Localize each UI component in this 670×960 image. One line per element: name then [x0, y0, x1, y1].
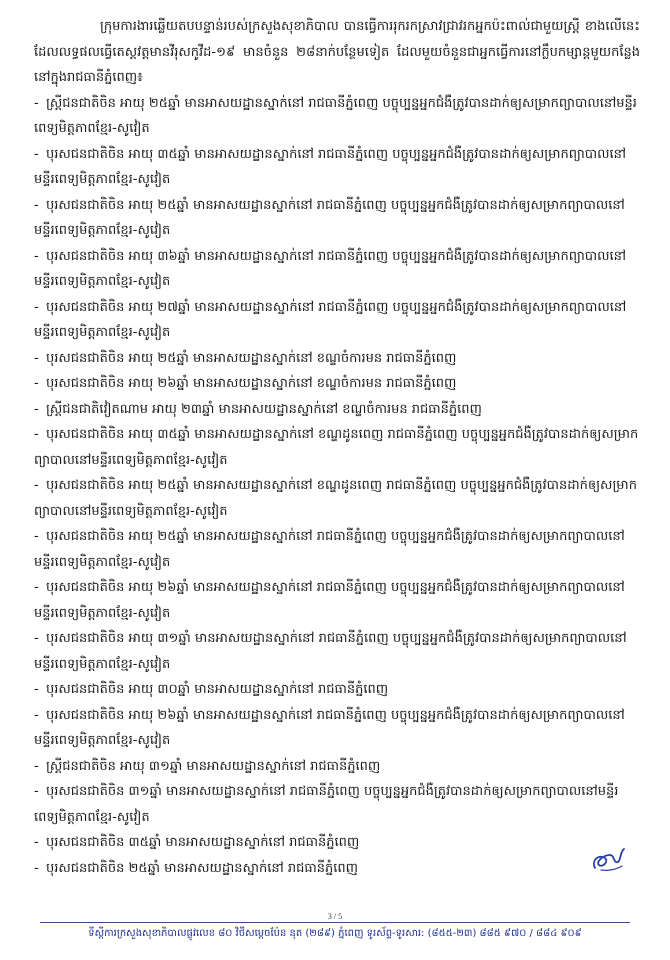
case-entry: - បុរសជនជាតិចិន អាយុ ២៥ឆ្នាំ មានអាសយដ្ឋានស្នាក់នៅ រាជធានីភ្នំពេញ បច្ចុប្បន្នអ្នកជំងឺត្រូវបានដាក់ឲ្យសម្រាកព្យាបាលនៅមន្ទីរពេទ្យមិត្តភាពខ្មែរ-សូវៀត — [34, 529, 625, 570]
case-entry: - បុរសជនជាតិចិន អាយុ ៣៥ឆ្នាំ មានអាសយដ្ឋានស្នាក់នៅ ខណ្ឌដូនពេញ រាជធានីភ្នំពេញ បច្ចុប្បន្នអ្នកជំងឺត្រូវបានដាក់ឲ្យសម្រាកព្យាបាលនៅមន្ទីរពេទ្យមិត្តភាពខ្មែរ-សូវៀត — [34, 427, 639, 468]
case-entry-text: ស្ត្រីជនជាតិវៀតណាម អាយុ ២៣ឆ្នាំ មានអាសយដ្ឋានស្នាក់នៅ ខណ្ឌចំការមន រាជធានីភ្នំពេញ — [46, 401, 482, 417]
case-entry-text: បុរសជនជាតិចិន អាយុ ៣៦ឆ្នាំ មានអាសយដ្ឋានស្នាក់នៅ រាជធានីភ្នំពេញ បច្ចុប្បន្នអ្នកជំងឺត្រូវបានដាក់ឲ្យសម្រាកព្យាបាលនៅមន្ទីរពេទ្យមិត្តភាពខ្មែរ-សូវៀត — [34, 248, 627, 289]
case-entry-text: បុរសជនជាតិចិន អាយុ ២៥ឆ្នាំ មានអាសយដ្ឋានស្នាក់នៅ រាជធានីភ្នំពេញ បច្ចុប្បន្នអ្នកជំងឺត្រូវបានដាក់ឲ្យសម្រាកព្យាបាលនៅមន្ទីរពេទ្យមិត្តភាពខ្មែរ-សូវៀត — [34, 197, 625, 238]
signature-mark — [589, 846, 627, 876]
document-body — [34, 14, 640, 881]
case-entry: - បុរសជនជាតិចិន អាយុ ២៦ឆ្នាំ មានអាសយដ្ឋានស្នាក់នៅ ខណ្ឌចំការមន រាជធានីភ្នំពេញ — [34, 376, 457, 391]
footer-address: ទីស្តីការក្រសួងសុខាភិបាលផ្លូវលេខ ៨០ វិថីសម្តេចប៉ែន នុត (២៨៩) ភ្នំពេញ ទូរស័ព្ទ-ទូរសារ: (៨៥៥-២៣) ៨៨៥ ៩៧០ / ៨៨៤ ៩០៩ — [88, 928, 582, 939]
case-entry-text: បុរសជនជាតិចិន អាយុ ៣៥ឆ្នាំ មានអាសយដ្ឋានស្នាក់នៅ ខណ្ឌដូនពេញ រាជធានីភ្នំពេញ បច្ចុប្បន្នអ្នកជំងឺត្រូវបានដាក់ឲ្យសម្រាកព្យាបាលនៅមន្ទីរពេទ្យមិត្តភាពខ្មែរ-សូវៀត — [34, 427, 639, 468]
case-entry: - បុរសជនជាតិចិន អាយុ ៣០ឆ្នាំ មានអាសយដ្ឋានស្នាក់នៅ រាជធានីភ្នំពេញ — [34, 682, 389, 697]
case-entry-text: បុរសជនជាតិចិន អាយុ ៣៥ឆ្នាំ មានអាសយដ្ឋានស្នាក់នៅ រាជធានីភ្នំពេញ បច្ចុប្បន្នអ្នកជំងឺត្រូវបានដាក់ឲ្យសម្រាកព្យាបាលនៅមន្ទីរពេទ្យមិត្តភាពខ្មែរ-សូវៀត — [34, 146, 627, 187]
case-entry-text: បុរសជនជាតិចិន អាយុ ២៥ឆ្នាំ មានអាសយដ្ឋានស្នាក់នៅ ខណ្ឌចំការមន រាជធានីភ្នំពេញ — [46, 350, 457, 366]
case-list — [34, 91, 640, 882]
intro-paragraph: ក្រុមការងារឆ្លើយតបបន្ទាន់របស់ក្រសួងសុខាភិបាល បានធ្វើការរុករកស្រាវជ្រាវរកអ្នកប៉ះពាល់ជាមួយស្ត្រី ខាងលើនេះ ដែលលទ្ធផលធ្វើតេស្តវត្តមានវីរុសកូវីដ-១៩ មានចំនួន ២៨នាក់បន្ថែមទៀត ដែលមួយចំនួនជាអ្នកធ្វើការនៅក្លឹបកម្សាន្តមួយកន្លែងនៅក្នុងរាជធានីភ្នំពេញ៖ — [34, 19, 640, 85]
case-entry: - បុរសជនជាតិចិន ៣៥ឆ្នាំ មានអាសយដ្ឋានស្នាក់នៅ រាជធានីភ្នំពេញ — [34, 835, 360, 850]
case-entry: - បុរសជនជាតិចិន អាយុ ២៥ឆ្នាំ មានអាសយដ្ឋានស្នាក់នៅ រាជធានីភ្នំពេញ បច្ចុប្បន្នអ្នកជំងឺត្រូវបានដាក់ឲ្យសម្រាកព្យាបាលនៅមន្ទីរពេទ្យមិត្តភាពខ្មែរ-សូវៀត — [34, 197, 625, 238]
case-entry-text: បុរសជនជាតិចិន អាយុ ៣១ឆ្នាំ មានអាសយដ្ឋានស្នាក់នៅ រាជធានីភ្នំពេញ បច្ចុប្បន្នអ្នកជំងឺត្រូវបានដាក់ឲ្យសម្រាកព្យាបាលនៅមន្ទីរពេទ្យមិត្តភាពខ្មែរ-សូវៀត — [34, 631, 627, 672]
case-entry: - បុរសជនជាតិចិន អាយុ ៣៥ឆ្នាំ មានអាសយដ្ឋានស្នាក់នៅ រាជធានីភ្នំពេញ បច្ចុប្បន្នអ្នកជំងឺត្រូវបានដាក់ឲ្យសម្រាកព្យាបាលនៅមន្ទីរពេទ្យមិត្តភាពខ្មែរ-សូវៀត — [34, 146, 627, 187]
case-entry-text: បុរសជនជាតិចិន អាយុ ៣០ឆ្នាំ មានអាសយដ្ឋានស្នាក់នៅ រាជធានីភ្នំពេញ — [46, 682, 389, 697]
case-entry-text: បុរសជនជាតិចិន អាយុ ២៦ឆ្នាំ មានអាសយដ្ឋានស្នាក់នៅ ខណ្ឌចំការមន រាជធានីភ្នំពេញ — [46, 376, 457, 391]
case-entry: - បុរសជនជាតិចិន អាយុ ២៧ឆ្នាំ មានអាសយដ្ឋានស្នាក់នៅ រាជធានីភ្នំពេញ បច្ចុប្បន្នអ្នកជំងឺត្រូវបានដាក់ឲ្យសម្រាកព្យាបាលនៅមន្ទីរពេទ្យមិត្តភាពខ្មែរ-សូវៀត — [34, 299, 627, 340]
case-entry-text: បុរសជនជាតិចិន អាយុ ២៥ឆ្នាំ មានអាសយដ្ឋានស្នាក់នៅ រាជធានីភ្នំពេញ បច្ចុប្បន្នអ្នកជំងឺត្រូវបានដាក់ឲ្យសម្រាកព្យាបាលនៅមន្ទីរពេទ្យមិត្តភាពខ្មែរ-សូវៀត — [34, 529, 625, 570]
case-entry: - បុរសជនជាតិចិន អាយុ ២៦ឆ្នាំ មានអាសយដ្ឋានស្នាក់នៅ រាជធានីភ្នំពេញ បច្ចុប្បន្នអ្នកជំងឺត្រូវបានដាក់ឲ្យសម្រាកព្យាបាលនៅមន្ទីរពេទ្យមិត្តភាពខ្មែរ-សូវៀត — [34, 707, 625, 748]
case-entry: - បុរសជនជាតិចិន ២៥ឆ្នាំ មានអាសយដ្ឋានស្នាក់នៅ រាជធានីភ្នំពេញ — [34, 860, 359, 876]
case-entry: - បុរសជនជាតិចិន អាយុ ២៥ឆ្នាំ មានអាសយដ្ឋានស្នាក់នៅ ខណ្ឌចំការមន រាជធានីភ្នំពេញ — [34, 350, 457, 366]
case-entry-text: ស្ត្រីជនជាតិចិន អាយុ ៣១ឆ្នាំ មានអាសយដ្ឋានស្នាក់នៅ រាជធានីភ្នំពេញ — [46, 758, 381, 774]
case-entry-text: បុរសជនជាតិចិន ៣៥ឆ្នាំ មានអាសយដ្ឋានស្នាក់នៅ រាជធានីភ្នំពេញ — [46, 835, 360, 850]
case-entry-text: បុរសជនជាតិចិន អាយុ ២៧ឆ្នាំ មានអាសយដ្ឋានស្នាក់នៅ រាជធានីភ្នំពេញ បច្ចុប្បន្នអ្នកជំងឺត្រូវបានដាក់ឲ្យសម្រាកព្យាបាលនៅមន្ទីរពេទ្យមិត្តភាពខ្មែរ-សូវៀត — [34, 299, 627, 340]
case-entry-text: បុរសជនជាតិចិន ៣១ឆ្នាំ មានអាសយដ្ឋានស្នាក់នៅ រាជធានីភ្នំពេញ បច្ចុប្បន្នអ្នកជំងឺត្រូវបានដាក់ឲ្យសម្រាកព្យាបាលនៅមន្ទីរពេទ្យមិត្តភាពខ្មែរ-សូវៀត — [34, 784, 619, 825]
case-entry: - ស្ត្រីជនជាតិវៀតណាម អាយុ ២៣ឆ្នាំ មានអាសយដ្ឋានស្នាក់នៅ ខណ្ឌចំការមន រាជធានីភ្នំពេញ — [34, 401, 482, 417]
case-entry-text: បុរសជនជាតិចិន អាយុ ២៦ឆ្នាំ មានអាសយដ្ឋានស្នាក់នៅ រាជធានីភ្នំពេញ បច្ចុប្បន្នអ្នកជំងឺត្រូវបានដាក់ឲ្យសម្រាកព្យាបាលនៅមន្ទីរពេទ្យមិត្តភាពខ្មែរ-សូវៀត — [34, 580, 625, 621]
case-entry-text: ស្ត្រីជនជាតិចិន អាយុ ២៥ឆ្នាំ មានអាសយដ្ឋានស្នាក់នៅ រាជធានីភ្នំពេញ បច្ចុប្បន្នអ្នកជំងឺត្រូវបានដាក់ឲ្យសម្រាកព្យាបាលនៅមន្ទីរពេទ្យមិត្តភាពខ្មែរ-សូវៀត — [34, 95, 637, 136]
case-entry: - បុរសជនជាតិចិន អាយុ ៣៦ឆ្នាំ មានអាសយដ្ឋានស្នាក់នៅ រាជធានីភ្នំពេញ បច្ចុប្បន្នអ្នកជំងឺត្រូវបានដាក់ឲ្យសម្រាកព្យាបាលនៅមន្ទីរពេទ្យមិត្តភាពខ្មែរ-សូវៀត — [34, 248, 627, 289]
case-entry-text: បុរសជនជាតិចិន ២៥ឆ្នាំ មានអាសយដ្ឋានស្នាក់នៅ រាជធានីភ្នំពេញ — [46, 860, 359, 876]
case-entry-text: បុរសជនជាតិចិន អាយុ ២៦ឆ្នាំ មានអាសយដ្ឋានស្នាក់នៅ រាជធានីភ្នំពេញ បច្ចុប្បន្នអ្នកជំងឺត្រូវបានដាក់ឲ្យសម្រាកព្យាបាលនៅមន្ទីរពេទ្យមិត្តភាពខ្មែរ-សូវៀត — [34, 707, 625, 748]
case-entry: - ស្ត្រីជនជាតិចិន អាយុ ៣១ឆ្នាំ មានអាសយដ្ឋានស្នាក់នៅ រាជធានីភ្នំពេញ — [34, 758, 381, 774]
page-number: 3 / 5 — [327, 912, 343, 921]
case-entry-text: បុរសជនជាតិចិន អាយុ ២៥ឆ្នាំ មានអាសយដ្ឋានស្នាក់នៅ ខណ្ឌដូនពេញ រាជធានីភ្នំពេញ បច្ចុប្បន្នអ្នកជំងឺត្រូវបានដាក់ឲ្យសម្រាកព្យាបាលនៅមន្ទីរពេទ្យមិត្តភាពខ្មែរ-សូវៀត — [34, 478, 637, 519]
case-entry: - បុរសជនជាតិចិន អាយុ ៣១ឆ្នាំ មានអាសយដ្ឋានស្នាក់នៅ រាជធានីភ្នំពេញ បច្ចុប្បន្នអ្នកជំងឺត្រូវបានដាក់ឲ្យសម្រាកព្យាបាលនៅមន្ទីរពេទ្យមិត្តភាពខ្មែរ-សូវៀត — [34, 631, 627, 672]
case-entry: - បុរសជនជាតិចិន អាយុ ២៥ឆ្នាំ មានអាសយដ្ឋានស្នាក់នៅ ខណ្ឌដូនពេញ រាជធានីភ្នំពេញ បច្ចុប្បន្នអ្នកជំងឺត្រូវបានដាក់ឲ្យសម្រាកព្យាបាលនៅមន្ទីរពេទ្យមិត្តភាពខ្មែរ-សូវៀត — [34, 478, 637, 519]
case-entry: - ស្ត្រីជនជាតិចិន អាយុ ២៥ឆ្នាំ មានអាសយដ្ឋានស្នាក់នៅ រាជធានីភ្នំពេញ បច្ចុប្បន្នអ្នកជំងឺត្រូវបានដាក់ឲ្យសម្រាកព្យាបាលនៅមន្ទីរពេទ្យមិត្តភាពខ្មែរ-សូវៀត — [34, 95, 637, 136]
case-entry: - បុរសជនជាតិចិន អាយុ ២៦ឆ្នាំ មានអាសយដ្ឋានស្នាក់នៅ រាជធានីភ្នំពេញ បច្ចុប្បន្នអ្នកជំងឺត្រូវបានដាក់ឲ្យសម្រាកព្យាបាលនៅមន្ទីរពេទ្យមិត្តភាពខ្មែរ-សូវៀត — [34, 580, 625, 621]
footer-divider — [40, 922, 630, 923]
case-entry: - បុរសជនជាតិចិន ៣១ឆ្នាំ មានអាសយដ្ឋានស្នាក់នៅ រាជធានីភ្នំពេញ បច្ចុប្បន្នអ្នកជំងឺត្រូវបានដាក់ឲ្យសម្រាកព្យាបាលនៅមន្ទីរពេទ្យមិត្តភាពខ្មែរ-សូវៀត — [34, 784, 619, 825]
